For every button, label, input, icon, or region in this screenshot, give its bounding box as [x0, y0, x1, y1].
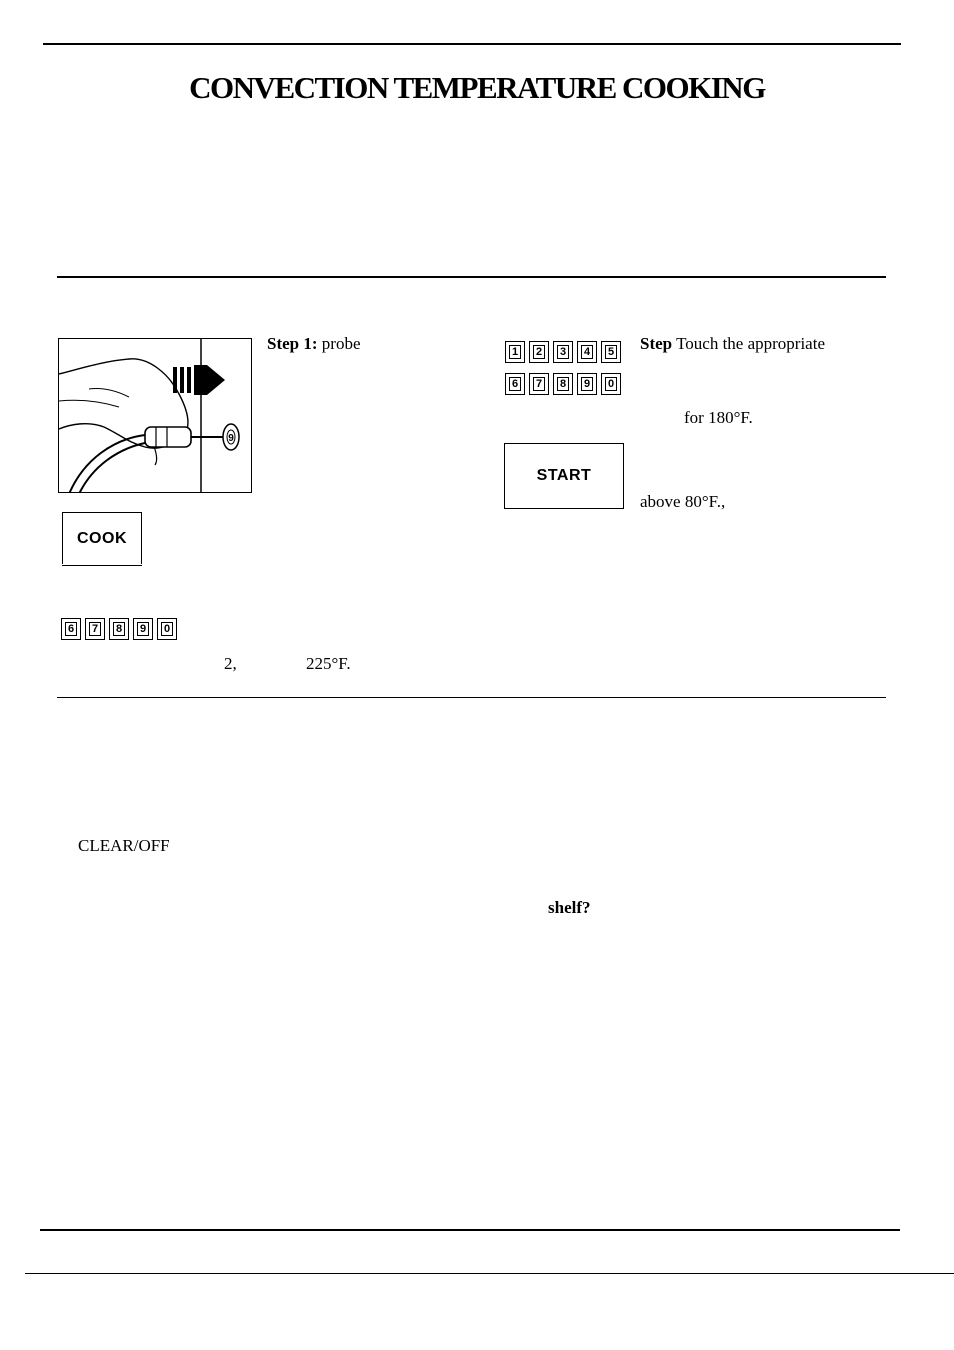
hand-inserting-probe-icon	[59, 339, 252, 493]
probe-insertion-illustration	[58, 338, 252, 493]
right-key-0[interactable]: 0	[601, 373, 621, 395]
step1-text: probe	[321, 334, 361, 353]
left-caption-temp: 225°F.	[306, 654, 351, 673]
left-key-8[interactable]: 8	[109, 618, 129, 640]
right-key-3[interactable]: 3	[553, 341, 573, 363]
left-key-7[interactable]: 7	[85, 618, 105, 640]
section-rule-top	[57, 276, 886, 278]
step1-instruction	[267, 334, 361, 354]
start-caption: above 80°F.,	[640, 492, 726, 511]
top-rule	[43, 43, 901, 45]
start-key-label: START	[536, 467, 592, 484]
left-key-0[interactable]: 0	[157, 618, 177, 640]
step1-label: Step 1:	[267, 334, 318, 353]
right-key-5[interactable]: 5	[601, 341, 621, 363]
shelf-text: shelf?	[548, 898, 591, 917]
right-key-8[interactable]: 8	[553, 373, 573, 395]
step2-label: Step	[640, 334, 673, 353]
section-rule-bottom	[57, 697, 886, 698]
cook-key[interactable]	[62, 512, 142, 564]
right-key-1[interactable]: 1	[505, 341, 525, 363]
right-key-2[interactable]: 2	[529, 341, 549, 363]
page-title: CONVECTION TEMPERATURE COOKING	[189, 70, 765, 105]
left-caption-number: 2,	[224, 654, 237, 673]
right-key-7[interactable]: 7	[529, 373, 549, 395]
bottom-rule	[40, 1229, 900, 1231]
step2-text: Touch the appropriate	[676, 334, 825, 353]
probe-socket-digit: 9	[228, 433, 234, 444]
right-key-4[interactable]: 4	[577, 341, 597, 363]
left-key-9[interactable]: 9	[133, 618, 153, 640]
cook-key-underline	[62, 565, 142, 566]
right-key-9[interactable]: 9	[577, 373, 597, 395]
start-key[interactable]	[504, 443, 624, 509]
right-caption-temp: for 180°F.	[684, 408, 753, 427]
clear-off-text: CLEAR/OFF	[78, 836, 170, 855]
step2-instruction	[640, 334, 825, 354]
cook-key-label: COOK	[77, 529, 127, 547]
right-key-6[interactable]: 6	[505, 373, 525, 395]
left-key-6[interactable]: 6	[61, 618, 81, 640]
footer-rule	[25, 1273, 954, 1274]
